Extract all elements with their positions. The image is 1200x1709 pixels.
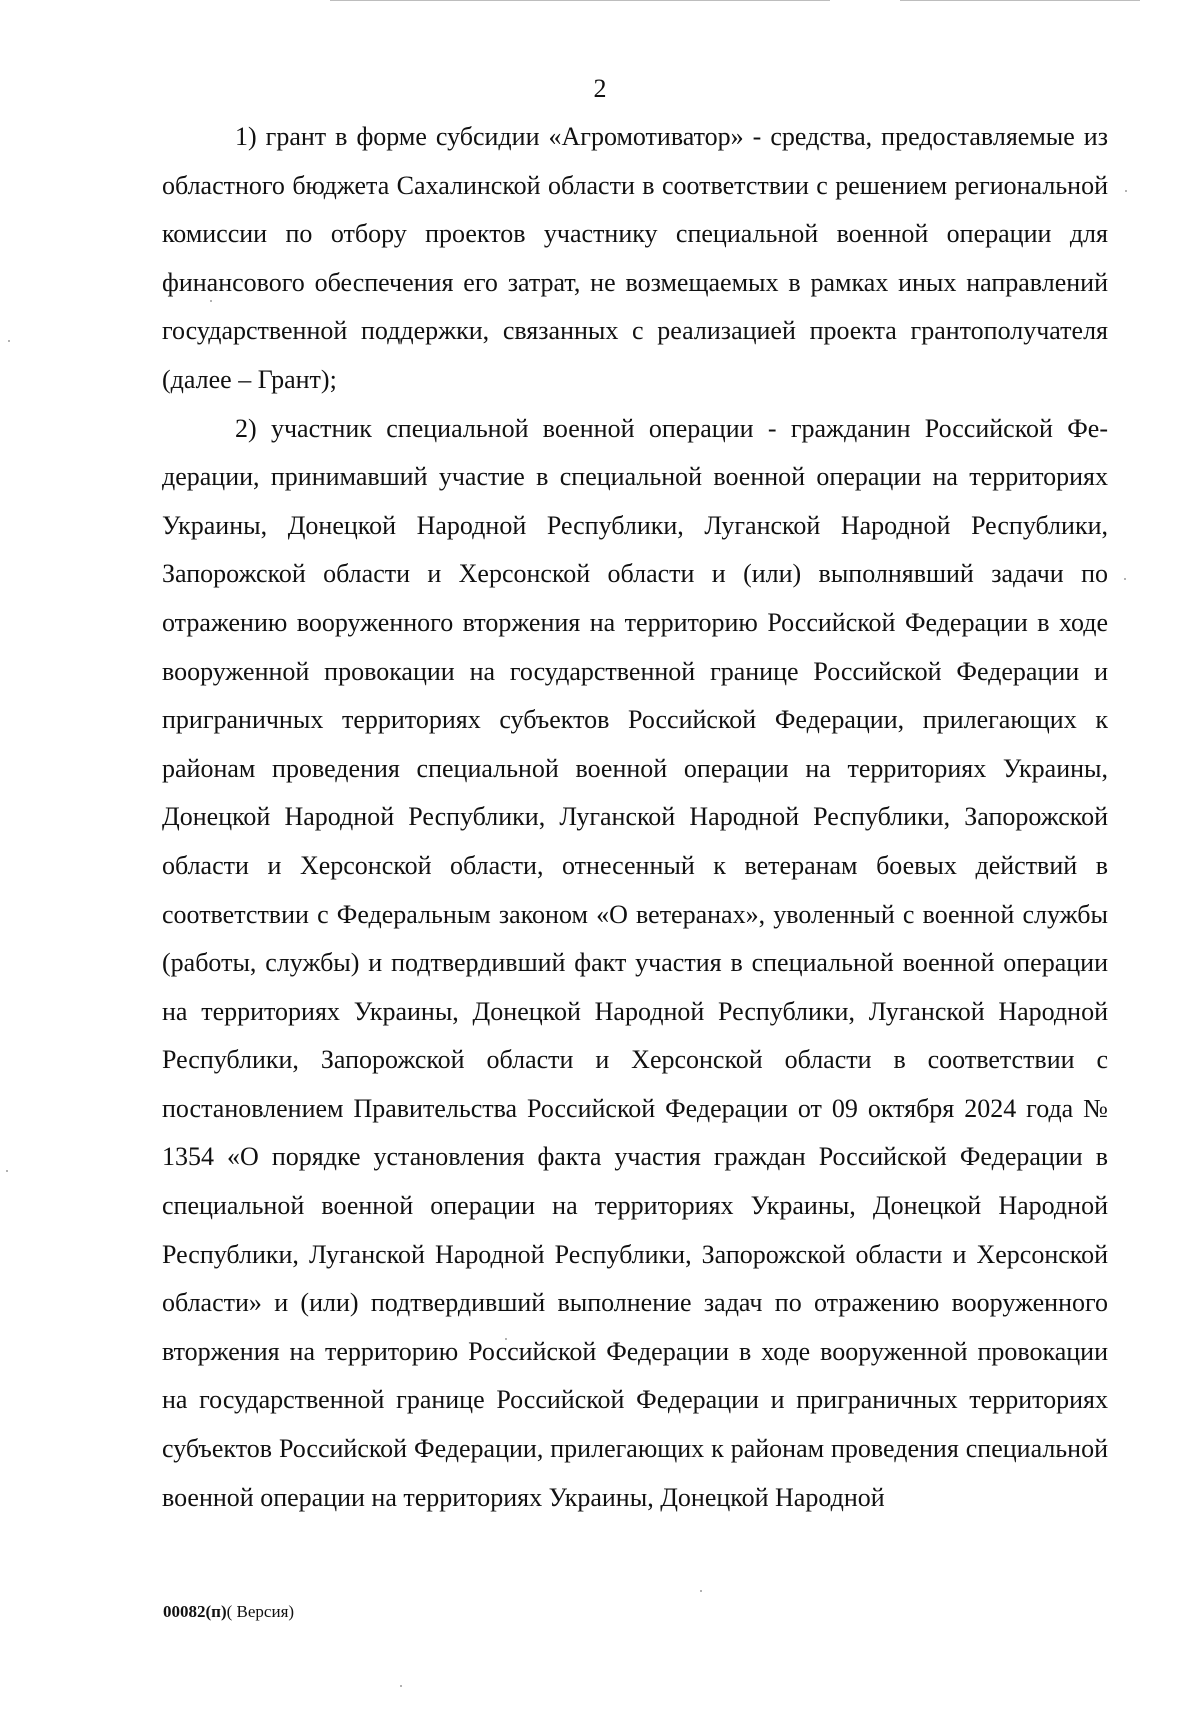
paragraph-grant-definition: 1) грант в форме субсидии «Агромотиватор» - средства, предоставляемые из областного бюджета Сахалинской области в соответствии с решением региональной комиссии по отбору проектов участнику специальной военной операции для финансового обеспечения его затрат, не возмещаемых в рамках иных направлений государственной поддержки, связанных с реализацией проекта грантополучателя (далее – Грант); bbox=[162, 122, 1108, 394]
scan-speck bbox=[8, 340, 10, 342]
paragraph-participant-definition: 2) участник специальной военной операции - гражданин Российской Федерации, принимавший участие в специальной военной операции на территориях Украины, Донецкой Народной Республики, Луганской Народной Республики, Запорожской области и Херсонской области и (или) выполнявший задачи по отражению вооруженного вторжения на территорию Российской Федерации в ходе вооруженной провокации на государственной границе Российской Федерации и приграничных территориях субъектов Российской Федерации, прилегающих к районам проведения специальной военной операции на территориях Украины, Донецкой Народной Республики, Луганской Народной Республики, Запорожской области и Херсонской области, отнесенный к ветеранам боевых действий в соответствии с Федеральным законом «О ветеранах», уволенный с военной службы (работы, службы) и подтвердивший факт участия в специальной военной операции на территориях Украины, Донецкой Народной Республики, Луганской Народной Республики, Запорожской области и Херсонской области в соответствии с постановлением Правительства Российской Федерации от 09 октября 2024 года № 1354 «О порядке установления факта участия граждан Российской Федерации в специальной военной операции на территориях Украины, Донецкой Народной Республики, Луганской Народной Республики, Запорожской области и Херсонской области» и (или) подтвердивший выполнение задач по отражению вооруженного вторжения на территорию Российской Федерации в ходе вооруженной провокации на государственной границе Российской Федерации и приграничных территориях субъектов Российской Федерации, прилегающих к районам проведения специальной военной операции на территориях Украины, Донецкой Народной bbox=[162, 413, 1108, 1512]
page-number: 2 bbox=[593, 74, 607, 103]
document-body bbox=[162, 113, 1108, 1522]
scan-speck bbox=[6, 1170, 8, 1172]
scan-speck bbox=[1124, 578, 1126, 580]
scan-speck bbox=[700, 1590, 702, 1592]
scan-speck bbox=[400, 1685, 402, 1687]
scan-edge-line bbox=[330, 0, 830, 1]
footer-document-number: 00082(п) bbox=[163, 1602, 227, 1621]
document-footer-code bbox=[163, 1602, 294, 1622]
scan-speck bbox=[1125, 190, 1127, 192]
scan-edge-line bbox=[900, 0, 1140, 1]
footer-version-label: ( Версия) bbox=[226, 1602, 295, 1621]
